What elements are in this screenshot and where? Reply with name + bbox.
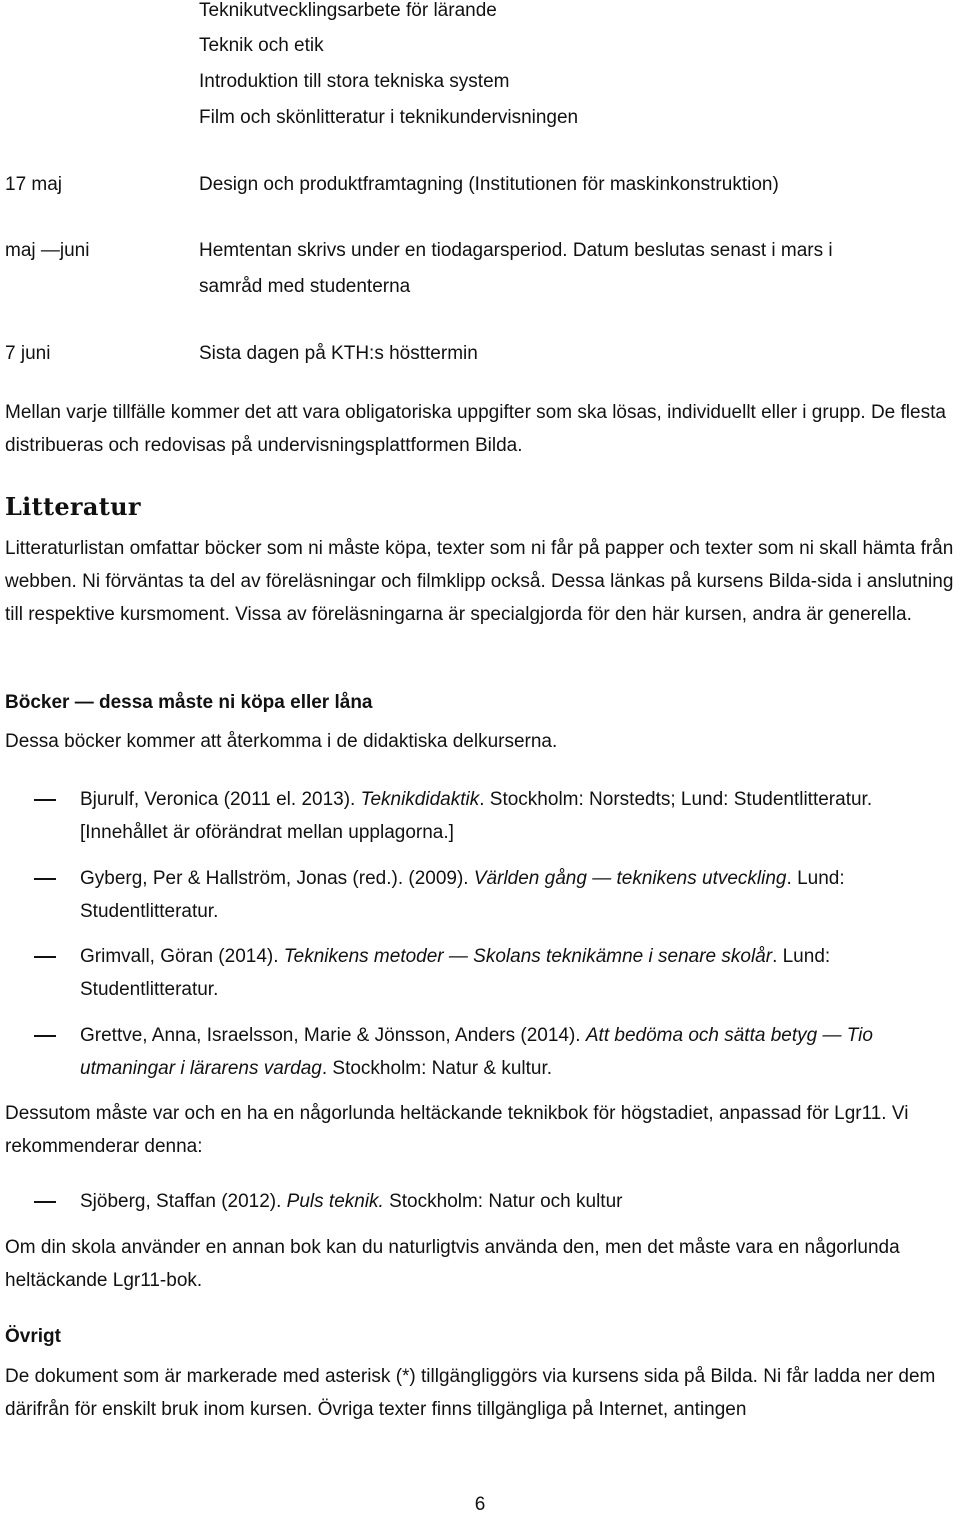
topic-line: Film och skönlitteratur i teknikundervisningen: [199, 107, 579, 128]
intro-paragraph: Mellan varje tillfälle kommer det att vara obligatoriska uppgifter som ska lösas, individuellt eller i grupp. De flesta distribueras och redovisas på undervisningsplattformen Bilda.: [5, 402, 946, 456]
schedule-text: Design och produktframtagning (Institutionen för maskinkonstruktion): [199, 174, 779, 195]
books-intro: Dessa böcker kommer att återkomma i de didaktiska delkurserna.: [5, 731, 558, 752]
book-reference: Grettve, Anna, Israelsson, Marie & Jönsson, Anders (2014). Att bedöma och sätta betyg — Tio utmaningar i lärarens vardag. Stockholm: Natur & kultur.: [80, 1025, 873, 1079]
dash-bullet-icon: [34, 1035, 56, 1037]
closing-paragraph: Om din skola använder en annan bok kan du naturligtvis använda den, men det måste vara en någorlunda heltäckande Lgr11-bok.: [5, 1237, 900, 1291]
books-heading: Böcker — dessa måste ni köpa eller låna: [5, 692, 373, 713]
extra-book-paragraph: Dessutom måste var och en ha en någorlunda heltäckande teknikbok för högstadiet, anpassad för Lgr11. Vi rekommenderar denna:: [5, 1103, 909, 1157]
schedule-date: 7 juni: [5, 343, 51, 364]
schedule-text: Hemtentan skrivs under en tiodagarsperiod. Datum beslutas senast i mars i: [199, 240, 833, 261]
other-paragraph: De dokument som är markerade med asterisk (*) tillgängliggörs via kursens sida på Bilda. Ni får ladda ner dem därifrån för enskilt bruk inom kursen. Övriga texter finns tillgängliga på Internet, antingen: [5, 1366, 936, 1420]
schedule-text: Sista dagen på KTH:s hösttermin: [199, 343, 478, 364]
topic-line: Teknikutvecklingsarbete för lärande: [199, 0, 497, 21]
topic-line: Introduktion till stora tekniska system: [199, 71, 510, 92]
dash-bullet-icon: [34, 956, 56, 958]
other-heading: Övrigt: [5, 1326, 61, 1347]
book-reference: Bjurulf, Veronica (2011 el. 2013). Teknikdidaktik. Stockholm: Norstedts; Lund: Studentlitteratur. [Innehållet är oförändrat mellan upplagorna.]: [80, 789, 873, 843]
dash-bullet-icon: [34, 1201, 56, 1203]
topic-line: Teknik och etik: [199, 35, 324, 56]
page-number: 6: [474, 1494, 486, 1515]
book-reference: Sjöberg, Staffan (2012). Puls teknik. Stockholm: Natur och kultur: [80, 1191, 623, 1212]
section-heading-literature: Litteratur: [5, 492, 141, 521]
dash-bullet-icon: [34, 799, 56, 801]
book-reference: Gyberg, Per & Hallström, Jonas (red.). (2009). Världen gång — teknikens utveckling. Lund: Studentlitteratur.: [80, 868, 845, 922]
dash-bullet-icon: [34, 878, 56, 880]
schedule-text: samråd med studenterna: [199, 276, 411, 297]
book-reference: Grimvall, Göran (2014). Teknikens metoder — Skolans teknikämne i senare skolår. Lund: Studentlitteratur.: [80, 946, 831, 1000]
schedule-date: 17 maj: [5, 174, 63, 195]
literature-paragraph: Litteraturlistan omfattar böcker som ni måste köpa, texter som ni får på papper och texter som ni skall hämta från webben. Ni förväntas ta del av föreläsningar och filmklipp också. Dessa länkas på kursens Bilda-sida i anslutning till respektive kursmoment. Vissa av föreläsningarna är specialgjorda för den här kursen, andra är generella.: [5, 538, 954, 625]
schedule-date: maj —juni: [5, 240, 90, 261]
